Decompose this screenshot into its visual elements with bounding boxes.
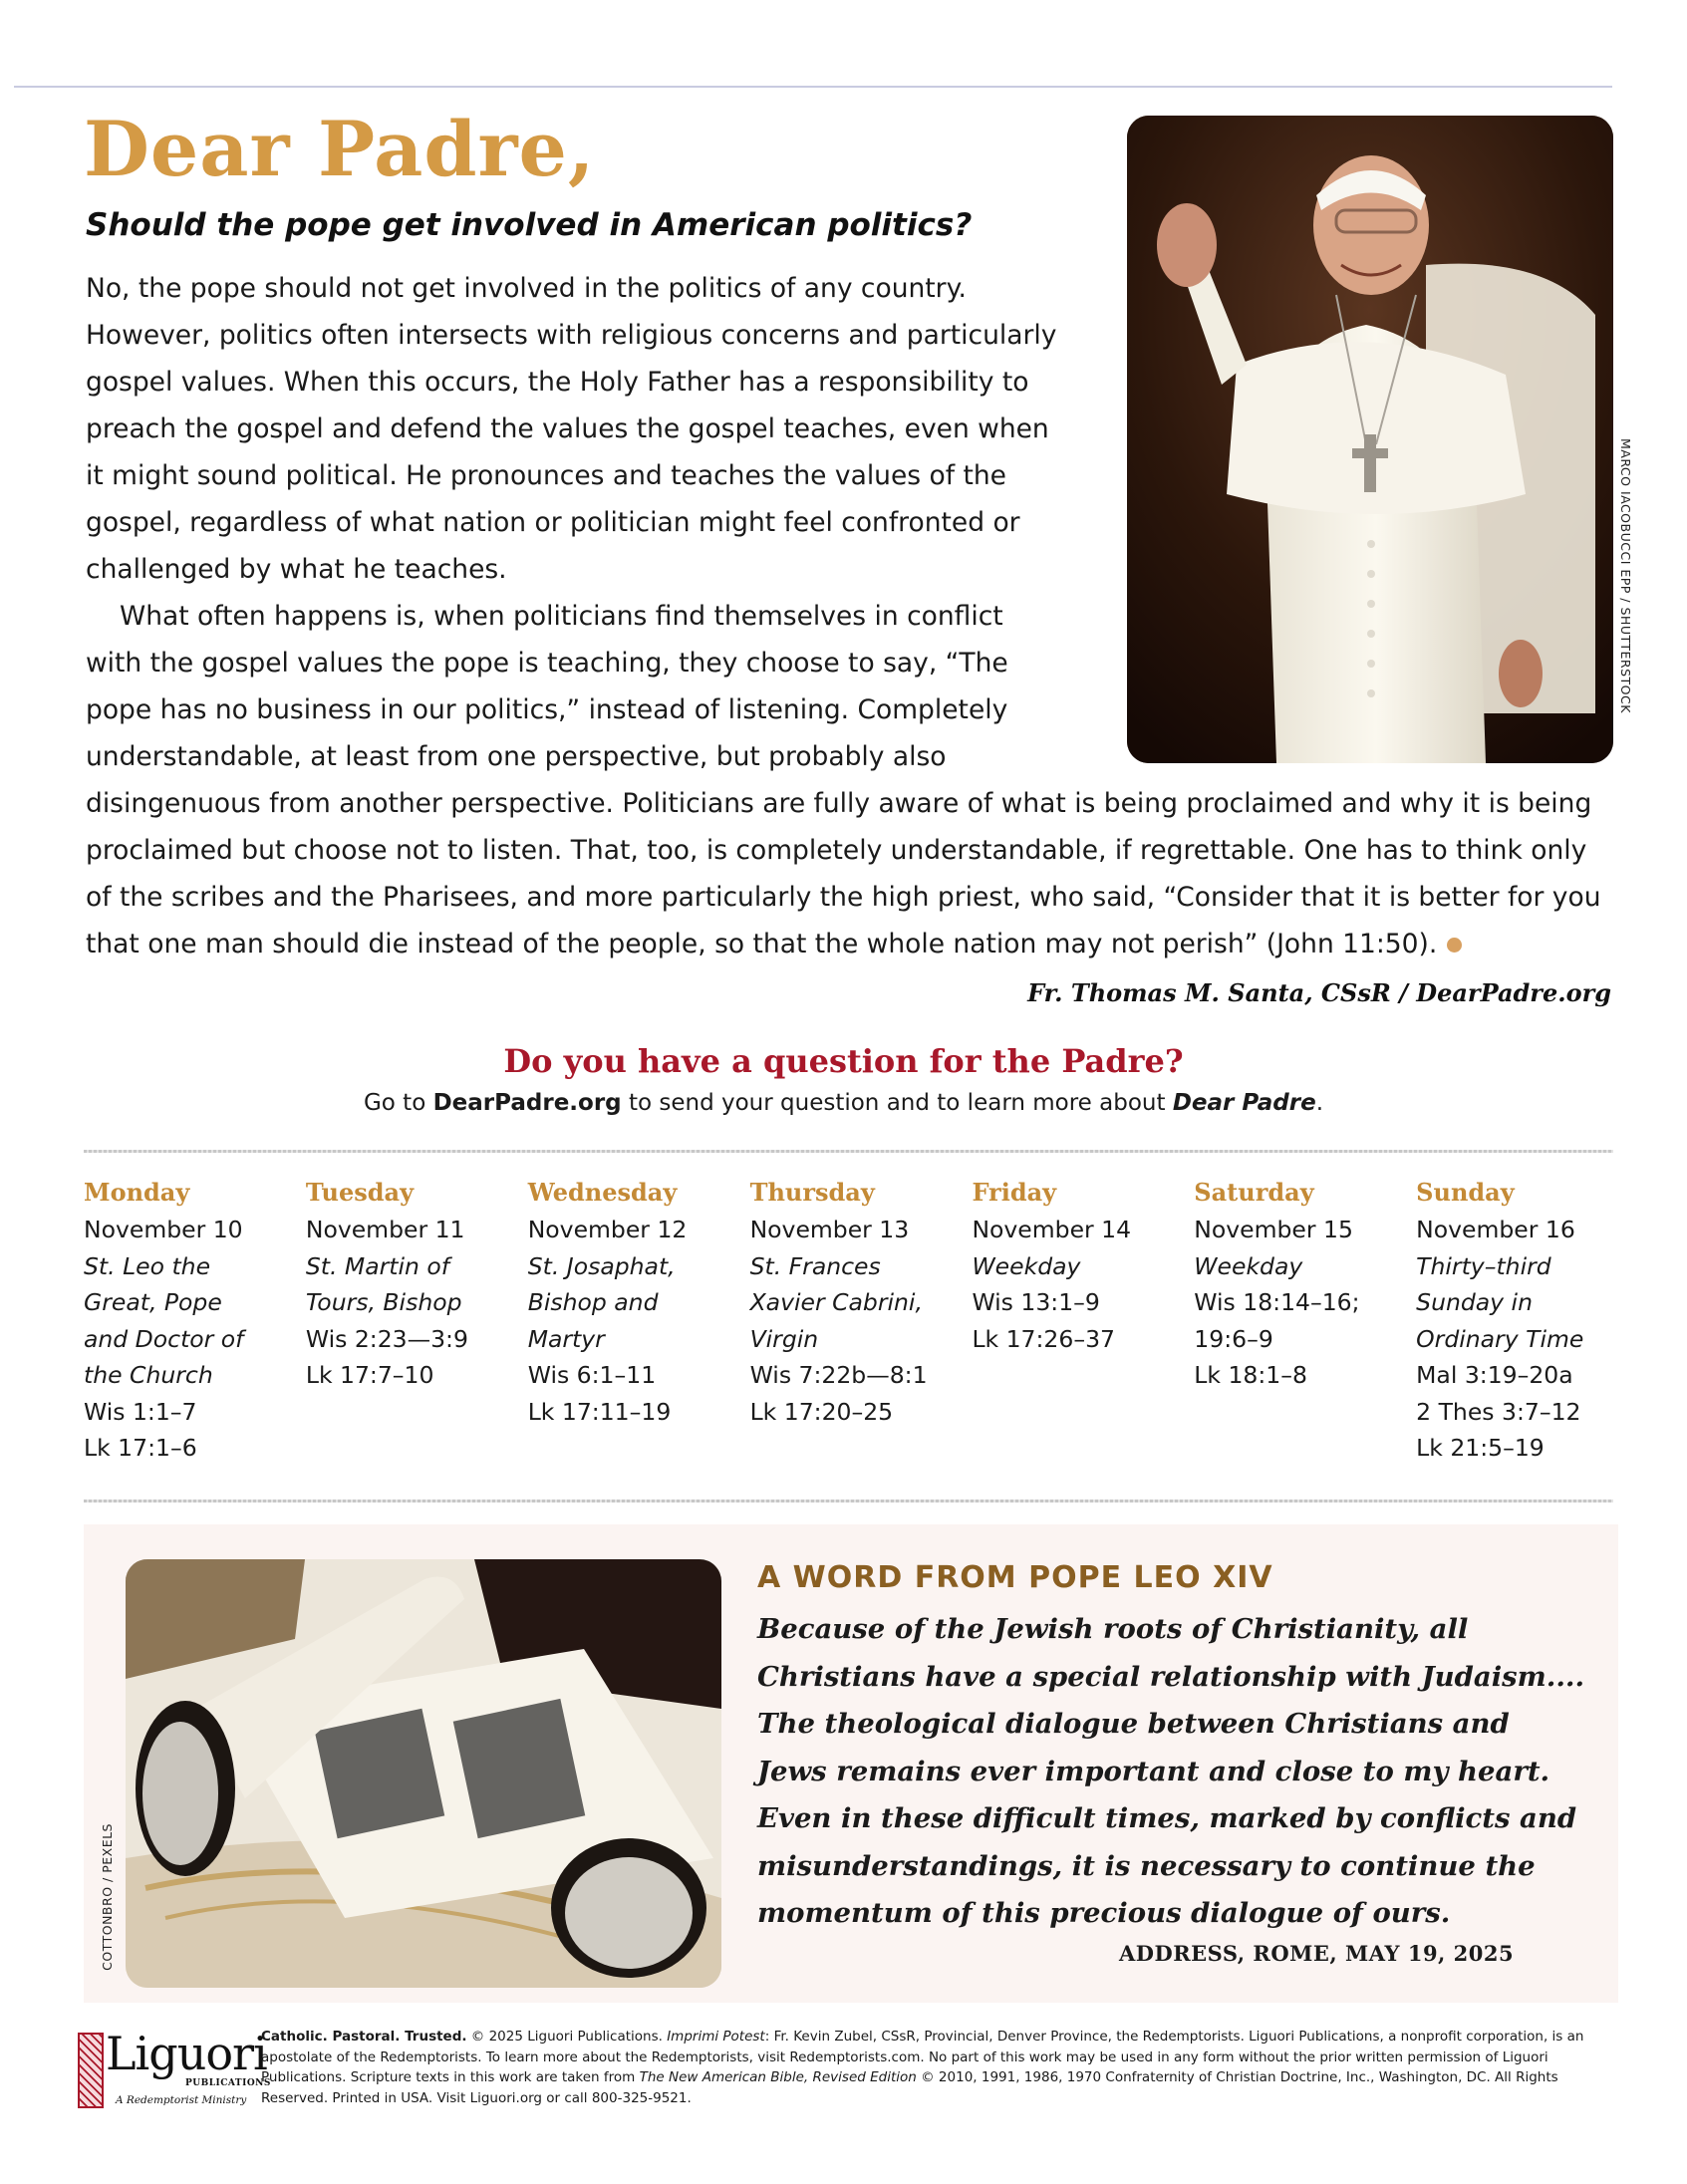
text-line: gospel values. When this occurs, the Holy Father has a responsibility to [86, 367, 1029, 398]
question-cta-heading: Do you have a question for the Padre? [503, 1042, 1184, 1080]
day-feast: St. Leo the [84, 1251, 211, 1280]
day-feast: the Church [84, 1361, 213, 1389]
question-subtitle: Should the pope get involved in American politics? [86, 207, 973, 243]
day-reading: Wis 1:1–7 [84, 1397, 197, 1426]
quote-source: ADDRESS, ROME, MAY 19, 2025 [1119, 1941, 1515, 1966]
day-feast: Weekday [1194, 1251, 1303, 1280]
end-mark-dot-icon [1447, 938, 1462, 953]
day-date: November 13 [749, 1216, 910, 1243]
day-feast: Thirty–third [1416, 1251, 1551, 1280]
day-reading: Lk 17:1–6 [84, 1434, 197, 1462]
day-reading: Lk 21:5–19 [1416, 1434, 1545, 1462]
day-feast: St. Frances [749, 1251, 881, 1280]
day-reading: Lk 17:11–19 [527, 1397, 672, 1426]
day-reading: Lk 17:20–25 [749, 1397, 894, 1426]
text-line: pope has no business in our politics,” instead of listening. Completely [86, 694, 1008, 725]
cta-text-before: Go to [363, 1090, 433, 1116]
calendar-day-saturday [1194, 1176, 1416, 1467]
top-divider [14, 86, 1612, 88]
logo-wordmark: Liguori [106, 2027, 267, 2080]
torah-scroll-photo [126, 1559, 721, 1988]
day-name: Monday [84, 1178, 190, 1207]
text-line: proclaimed but choose not to listen. That, too, is completely understandable, if regrettable. One has to think only [86, 835, 1587, 866]
text-line: challenged by what he teaches. [86, 554, 507, 585]
torah-scroll-illustration [126, 1559, 721, 1988]
scroll-photo-credit: COTTONBRO / PEXELS [100, 1823, 115, 1971]
day-feast: and Doctor of [84, 1324, 244, 1353]
day-reading: 19:6–9 [1194, 1324, 1273, 1353]
text-line: However, politics often intersects with religious concerns and particularly [86, 320, 1057, 351]
day-date: November 16 [1416, 1216, 1575, 1243]
calendar-day-monday [84, 1176, 306, 1467]
footer-legal-text [261, 2027, 1626, 2108]
day-date: November 15 [1194, 1216, 1353, 1243]
logo-tagline: A Redemptorist Ministry [116, 2094, 247, 2106]
day-date: November 12 [527, 1216, 688, 1243]
quote-line: Because of the Jewish roots of Christianity, all [757, 1613, 1469, 1645]
day-date: November 11 [305, 1216, 465, 1243]
pope-photo-credit: MARCO IACOBUCCI EPP / SHUTTERSTOCK [1618, 438, 1633, 713]
quote-line: Christians have a special relationship with Judaism.... [757, 1660, 1585, 1693]
day-feast: Xavier Cabrini, [749, 1288, 923, 1316]
day-name: Saturday [1194, 1178, 1314, 1207]
footer-tagline: Catholic. Pastoral. Trusted. [261, 2029, 467, 2045]
day-feast: Virgin [749, 1324, 819, 1353]
calendar-bottom-divider [84, 1500, 1613, 1502]
text-line: gospel, regardless of what nation or politician might feel confronted or [86, 507, 1020, 538]
answer-paragraph-1 [86, 265, 1122, 593]
text-line: it might sound political. He pronounces and teaches the values of the [86, 460, 1006, 491]
cta-text-after: . [1315, 1090, 1324, 1116]
pope-photo [1127, 116, 1613, 763]
text-line: of the scribes and the Pharisees, and more particularly the high priest, who said, “Consider that it is better for you [86, 882, 1601, 913]
footer-imprimi: Imprimi Potest [667, 2029, 765, 2045]
quote-body [757, 1606, 1584, 1938]
dearpadre-link[interactable]: DearPadre.org [432, 1090, 622, 1116]
day-reading: Wis 13:1–9 [972, 1288, 1100, 1316]
text-line: understandable, at least from one perspective, but probably also [86, 741, 947, 772]
footer-body: : Fr. Kevin Zubel, CSsR, Provincial, Denver Province, the Redemptorists. Liguori Publications, a nonprofit corporation, is an apostolate of the Redemptorists. To learn more about the Redemptorists, visit Redemptorists.com. No part of this work may be used in any form without the prior written permission of Liguori Publications. Scripture texts in this work are taken from [261, 2029, 1584, 2085]
pope-figure-illustration [1127, 116, 1613, 763]
text-line-content: that one man should die instead of the people, so that the whole nation may not perish” (John 11:50). [86, 929, 1438, 959]
calendar-top-divider [84, 1150, 1613, 1153]
quote-heading: A WORD FROM POPE LEO XIV [757, 1560, 1273, 1595]
text-line: What often happens is, when politicians find themselves in conflict [120, 601, 1003, 632]
quote-line: The theological dialogue between Christians and [757, 1708, 1510, 1740]
cta-emphasis: Dear Padre [1172, 1090, 1316, 1116]
quote-line: Jews remains ever important and close to my heart. [757, 1755, 1550, 1787]
calendar-day-sunday [1416, 1176, 1638, 1467]
day-reading: Mal 3:19–20a [1416, 1361, 1573, 1389]
day-feast: Martyr [527, 1324, 605, 1353]
day-feast: Ordinary Time [1416, 1324, 1584, 1353]
quote-line: momentum of this precious dialogue of ours. [757, 1897, 1451, 1929]
liguori-emblem-icon [78, 2033, 104, 2108]
day-feast: Tours, Bishop [305, 1288, 462, 1316]
day-name: Thursday [749, 1178, 875, 1207]
page-title: Dear Padre, [84, 105, 596, 193]
footer-body-end: © 2010, 1991, 1986, 1970 Confraternity of Christian Doctrine, Inc., Washington, DC. All Rights Reserved. Printed in USA. Visit Liguori.org or call 800-325-9521. [261, 2069, 1558, 2106]
text-line-last [86, 921, 1620, 967]
quote-line: misunderstandings, it is necessary to continue the [757, 1849, 1536, 1882]
footer-copyright: © 2025 Liguori Publications. [466, 2029, 668, 2045]
day-name: Wednesday [527, 1178, 678, 1207]
day-feast: Weekday [972, 1251, 1081, 1280]
day-feast: Bishop and [527, 1288, 659, 1316]
day-feast: St. Josaphat, [527, 1251, 676, 1280]
question-cta-text [0, 1090, 1687, 1116]
text-line: with the gospel values the pope is teaching, they choose to say, “The [86, 648, 1008, 679]
day-reading: Lk 17:26–37 [972, 1324, 1115, 1353]
calendar-day-thursday [750, 1176, 973, 1467]
day-feast: Sunday in [1416, 1288, 1533, 1316]
quote-line: Even in these difficult times, marked by conflicts and [757, 1802, 1577, 1834]
day-reading: Wis 18:14–16; [1194, 1288, 1360, 1316]
calendar-day-friday [972, 1176, 1194, 1467]
day-feast: Great, Pope [84, 1288, 222, 1316]
day-reading: Wis 6:1–11 [527, 1361, 657, 1389]
day-date: November 10 [84, 1216, 243, 1243]
calendar-day-wednesday [528, 1176, 750, 1467]
day-name: Sunday [1416, 1178, 1515, 1207]
day-feast: St. Martin of [305, 1251, 450, 1280]
cta-text-middle: to send your question and to learn more about [621, 1090, 1173, 1116]
day-date: November 14 [972, 1216, 1132, 1243]
text-line: preach the gospel and defend the values the gospel teaches, even when [86, 413, 1049, 444]
day-name: Tuesday [305, 1178, 415, 1207]
footer-bible-title: The New American Bible, Revised Edition [639, 2069, 917, 2085]
liguori-logo [78, 2027, 271, 2117]
author-attribution: Fr. Thomas M. Santa, CSsR / DearPadre.org [1027, 978, 1611, 1007]
calendar-day-tuesday [306, 1176, 528, 1467]
day-reading: Lk 18:1–8 [1194, 1361, 1307, 1389]
text-line: No, the pope should not get involved in the politics of any country. [86, 273, 967, 304]
day-reading: Wis 2:23—3:9 [305, 1324, 468, 1353]
day-reading: Lk 17:7–10 [305, 1361, 434, 1389]
logo-publications: PUBLICATIONS [185, 2078, 271, 2088]
day-name: Friday [972, 1178, 1057, 1207]
text-line: disingenuous from another perspective. Politicians are fully aware of what is being proclaimed and why it is being [86, 788, 1592, 819]
day-reading: Wis 7:22b—8:1 [749, 1361, 928, 1389]
liturgical-calendar [84, 1176, 1638, 1467]
day-reading: 2 Thes 3:7–12 [1416, 1397, 1581, 1426]
